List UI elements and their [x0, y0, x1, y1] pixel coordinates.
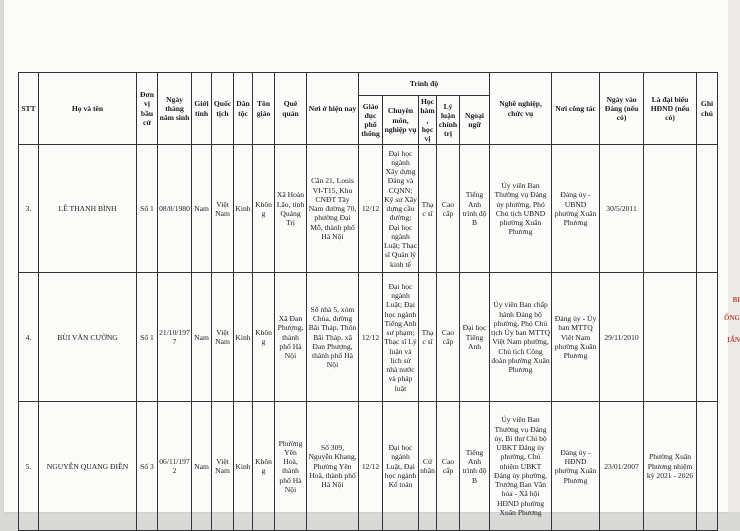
cell-general-edu: 12/12 [359, 402, 383, 531]
candidate-table [18, 72, 718, 531]
cell-dob: 06/11/1972 [158, 402, 192, 531]
cell-delegate: Phường Xuân Phương nhiệm kỳ 2021 - 2026 [644, 402, 697, 531]
cell-specialty: Đại học ngành Luật; Đại học ngành Tiếng Anh sư phạm; Thạc sĩ Lý luận và lịch sử nhà nước và pháp luật [383, 273, 419, 402]
cell-general-edu: 12/12 [359, 273, 383, 402]
header-general-edu: Giáo dục phổ thông [359, 96, 383, 145]
cell-delegate [644, 273, 697, 402]
cell-unit: Số 1 [137, 145, 158, 273]
table-row [19, 273, 718, 402]
header-gender: Giới tính [192, 73, 212, 145]
cell-residence: Căn 21, Louis VI-T15, Khu CNĐT Tây Nam đường 70, phường Đại Mỗ, thành phố Hà Nội [307, 145, 359, 273]
cell-note [697, 145, 718, 273]
cell-ethnicity: Kinh [234, 273, 253, 402]
cell-religion: Không [253, 402, 275, 531]
header-degree: Học hàm, học vị [420, 97, 435, 143]
header-language: Ngoại ngữ [460, 96, 490, 145]
edge-mark: IẤN [727, 336, 740, 344]
cell-dob: 21/10/1977 [158, 273, 192, 402]
header-unit: Đơn vị bầu cử [137, 73, 158, 145]
edge-mark: BI [732, 296, 740, 304]
cell-note [697, 273, 718, 402]
header-name: Họ và tên [39, 73, 137, 145]
header-stt: STT [19, 73, 39, 145]
header-religion: Tôn giáo [253, 73, 275, 145]
edge-mark: ỐNG [724, 314, 740, 322]
cell-workplace: Đảng ủy - HĐND phường Xuân Phương [552, 402, 600, 531]
cell-unit: Số 3 [137, 402, 158, 531]
cell-degree: Thạc sĩ [419, 273, 437, 402]
cell-position: Ủy viên Ban chấp hành Đảng bộ phường, Phó Chủ tịch Ủy ban MTTQ Việt Nam phường, Chủ tịch Công đoàn phường Xuân Phương [490, 273, 552, 402]
cell-politics: Cao cấp [437, 402, 460, 531]
header-note: Ghi chú [697, 73, 718, 145]
cell-politics: Cao cấp [437, 145, 460, 273]
cell-nationality: Việt Nam [212, 273, 234, 402]
cell-unit: Số 1 [137, 273, 158, 402]
cell-workplace: Đảng ủy - Ủy ban MTTQ Việt Nam phường Xuân Phương [552, 273, 600, 402]
cell-gender: Nam [192, 402, 212, 531]
cell-residence: Số 309, Nguyễn Khang, Phường Yên Hoà, thành phố Hà Nội [307, 402, 359, 531]
cell-name: NGUYỄN QUANG ĐIỀN [39, 402, 137, 531]
header-residence: Nơi ở hiện nay [307, 73, 359, 145]
cell-delegate [644, 145, 697, 273]
header-hometown: Quê quán [275, 73, 307, 145]
cell-workplace: Đảng ủy - UBND phường Xuân Phương [552, 145, 600, 273]
header-nationality: Quốc tịch [212, 73, 234, 145]
cell-party-date: 30/5/2011 [600, 145, 644, 273]
cell-specialty: Đại học ngành Luật, Đại học ngành Kế toán [383, 402, 419, 531]
cell-general-edu: 12/12 [359, 145, 383, 273]
cell-language: Đại học Tiếng Anh [460, 273, 490, 402]
cell-note [697, 402, 718, 531]
cell-ethnicity: Kinh [234, 145, 253, 273]
header-ethnicity: Dân tộc [234, 73, 253, 145]
header-workplace: Nơi công tác [552, 73, 600, 145]
header-education-group: Trình độ [359, 73, 490, 96]
cell-nationality: Việt Nam [212, 145, 234, 273]
cell-party-date: 29/11/2010 [600, 273, 644, 402]
cell-nationality: Việt Nam [212, 402, 234, 531]
cell-degree: Thạc sĩ [419, 145, 437, 273]
cell-stt: 4. [19, 273, 39, 402]
document-page [4, 0, 728, 517]
cell-degree: Cử nhân [419, 402, 437, 531]
cell-name: BÙI VĂN CƯỜNG [39, 273, 137, 402]
cell-position: Ủy viên Ban Thường vụ Đảng ủy phường, Phó Chủ tịch UBND phường Xuân Phương [490, 145, 552, 273]
header-party-date: Ngày vào Đảng (nếu có) [600, 73, 644, 145]
cell-language: Tiếng Anh trình độ B [460, 145, 490, 273]
cell-hometown: Xã Hoàn Lão, tỉnh Quảng Trị [275, 145, 307, 273]
header-position: Nghề nghiệp, chức vụ [490, 73, 552, 145]
cell-gender: Nam [192, 273, 212, 402]
header-politics: Lý luận chính trị [437, 96, 460, 145]
header-delegate: Là đại biểu HĐND (nếu có) [644, 73, 697, 145]
cell-ethnicity: Kinh [234, 402, 253, 531]
header-specialty: Chuyên môn, nghiệp vụ [383, 96, 419, 145]
cell-religion: Không [253, 273, 275, 402]
cell-residence: Số nhà 5, xóm Chùa, đường Bãi Tháp, Thôn Bãi Tháp, xã Đan Phượng, thành phố Hà Nội [307, 273, 359, 402]
adjacent-page-edge [724, 0, 740, 512]
cell-politics: Cao cấp [437, 273, 460, 402]
cell-hometown: Phường Yên Hoà, thành phố Hà Nội [275, 402, 307, 531]
cell-specialty: Đại học ngành Xây dựng Đảng và CQNN; Kỹ sư Xây dựng cầu đường; Đại học ngành Luật; Thạc sĩ Quản lý kinh tế [383, 145, 419, 273]
cell-stt: 5. [19, 402, 39, 531]
table-row [19, 145, 718, 273]
header-dob: Ngày tháng năm sinh [158, 73, 192, 145]
cell-stt: 3. [19, 145, 39, 273]
cell-gender: Nam [192, 145, 212, 273]
header-row [19, 73, 718, 96]
cell-dob: 08/8/1980 [158, 145, 192, 273]
cell-hometown: Xã Đan Phượng, thành phố Hà Nội [275, 273, 307, 402]
cell-language: Tiếng Anh trình độ B [460, 402, 490, 531]
cell-religion: Không [253, 145, 275, 273]
table-row [19, 402, 718, 531]
cell-party-date: 23/01/2007 [600, 402, 644, 531]
cell-position: Ủy viên Ban Thường vụ Đảng ủy, Bí thư Chi bộ UBKT Đảng ủy phường, Chủ nhiệm UBKT Đảng ủy phường, Trưởng Ban Văn hóa - Xã hội HĐND phường Xuân Phương [490, 402, 552, 531]
cell-name: LÊ THANH BÌNH [39, 145, 137, 273]
